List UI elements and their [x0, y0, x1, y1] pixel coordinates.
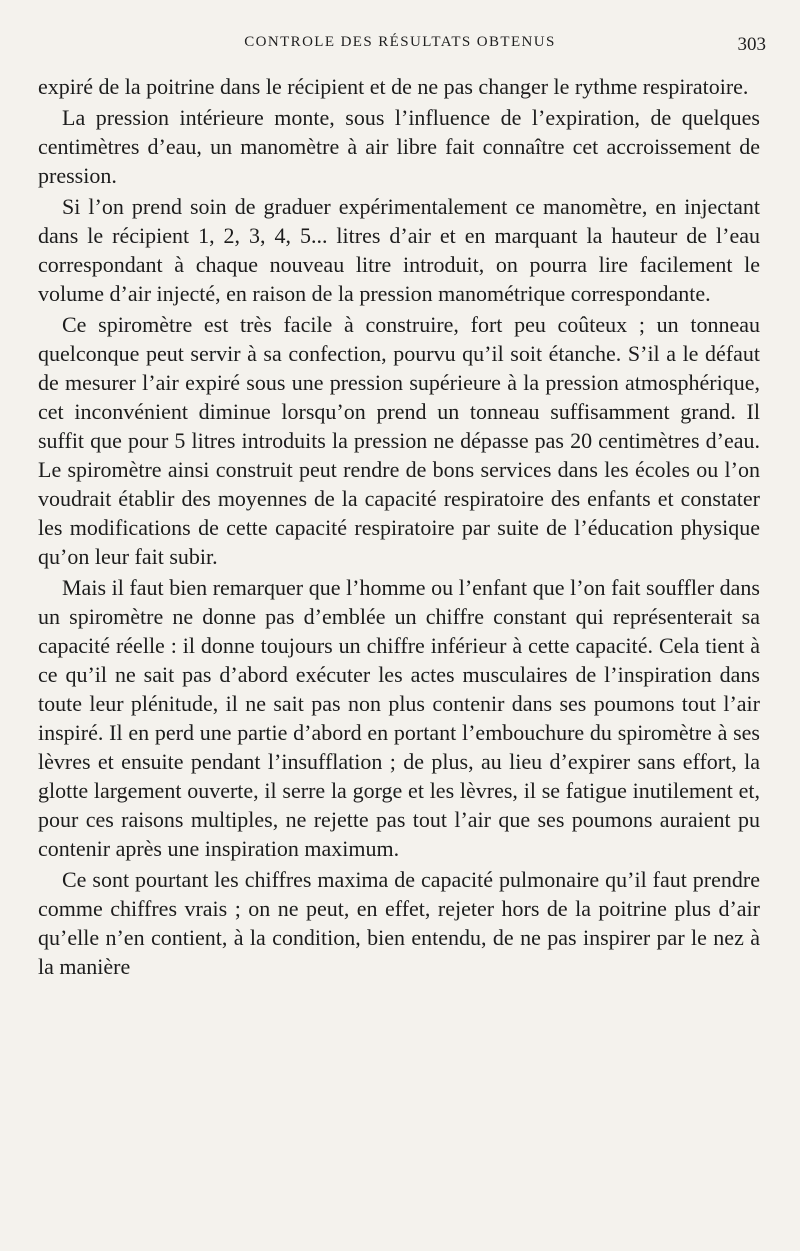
paragraph: Mais il faut bien remarquer que l’homme ou l’enfant que l’on fait souffler dans un spiromètre ne donne pas d’emblée un chiffre constant qui représenterait sa capacité réelle : il donne toujours un chiffre inférieur à cette capacité. Cela tient à ce qu’il ne sait pas d’abord exécuter les actes musculaires de l’inspiration dans toute leur plénitude, il ne sait pas non plus contenir dans ses poumons tout l’air inspiré. Il en perd une partie d’abord en portant l’embouchure du spiromètre à ses lèvres et ensuite pendant l’insufflation ; de plus, au lieu d’expirer sans effort, la glotte largement ouverte, il serre la gorge et les lèvres, il se fatigue inutilement et, pour ces raisons multiples, ne rejette pas tout l’air que ses poumons auraient pu contenir après une inspiration maximum.: [38, 575, 760, 861]
paragraph: expiré de la poitrine dans le récipient et de ne pas changer le rythme respiratoire.: [38, 74, 749, 99]
paragraph: Si l’on prend soin de graduer expérimentalement ce manomètre, en injectant dans le récipient 1, 2, 3, 4, 5... litres d’air et en marquant la hauteur de l’eau correspondant à chaque nouveau litre introduit, on pourra lire facilement le volume d’air injecté, en raison de la pression manométrique correspondante.: [38, 194, 760, 306]
chapter-heading: CONTROLE DES RÉSULTATS OBTENUS: [244, 34, 556, 50]
paragraph: Ce spiromètre est très facile à construire, fort peu coûteux ; un tonneau quelconque peut servir à sa confection, pourvu qu’il soit étanche. S’il a le défaut de mesurer l’air expiré sous une pression supérieure à la pression atmosphérique, cet inconvénient diminue lorsqu’on prend un tonneau suffisamment grand. Il suffit que pour 5 litres introduits la pression ne dépasse pas 20 centimètres d’eau. Le spiromètre ainsi construit peut rendre de bons services dans les écoles ou l’on voudrait établir des moyennes de la capacité respiratoire des enfants et constater les modifications de cette capacité respiratoire par suite de l’éducation physique qu’on leur fait subir.: [38, 312, 760, 569]
paragraph: Ce sont pourtant les chiffres maxima de capacité pulmonaire qu’il faut prendre comme chiffres vrais ; on ne peut, en effet, rejeter hors de la poitrine plus d’air qu’elle n’en contient, à la condition, bien entendu, de ne pas inspirer par le nez à la manière: [38, 867, 760, 979]
page-number: 303: [737, 34, 766, 55]
paragraph: La pression intérieure monte, sous l’influence de l’expiration, de quelques centimètres d’eau, un manomètre à air libre fait connaître cet accroissement de pression.: [38, 105, 760, 188]
body-text: [38, 72, 760, 981]
running-header: [30, 34, 770, 58]
